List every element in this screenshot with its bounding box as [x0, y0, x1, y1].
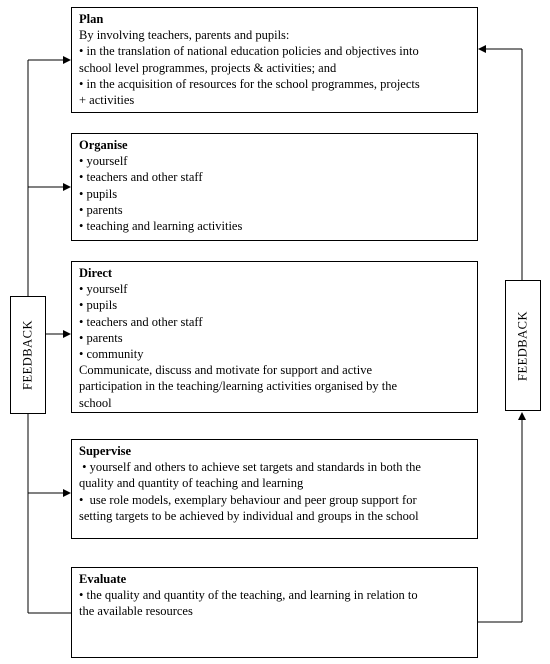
- evaluate-line: the available resources: [79, 604, 193, 619]
- evaluate-line: • the quality and quantity of the teaching, and learning in relation to: [79, 588, 418, 603]
- organise-line: • yourself: [79, 154, 128, 169]
- organise-line: • pupils: [79, 186, 118, 201]
- direct-line: • teachers and other staff: [79, 314, 203, 329]
- organise-box: [71, 133, 478, 241]
- evaluate-title: Evaluate: [79, 572, 127, 586]
- plan-title: Plan: [79, 12, 104, 26]
- plan-box: [71, 7, 478, 113]
- direct-line: • community: [79, 347, 144, 362]
- supervise-box: [71, 439, 478, 539]
- direct-box: [71, 261, 478, 413]
- organise-line: • teachers and other staff: [79, 170, 203, 185]
- plan-line: • in the translation of national education policies and objectives into: [79, 44, 419, 59]
- direct-line: school: [79, 395, 112, 410]
- direct-line: Communicate, discuss and motivate for support and active: [79, 363, 372, 378]
- supervise-line: • yourself and others to achieve set targets and standards in both the: [79, 460, 421, 475]
- evaluate-box: [71, 567, 478, 658]
- feedback-label-left: FEEDBACK: [10, 296, 46, 414]
- direct-line: • parents: [79, 330, 123, 345]
- supervise-line: quality and quantity of teaching and learning: [79, 476, 304, 491]
- direct-line: participation in the teaching/learning activities organised by the: [79, 379, 398, 394]
- supervise-title: Supervise: [79, 444, 132, 458]
- plan-line: • in the acquisition of resources for the school programmes, projects: [79, 76, 420, 91]
- organise-line: • teaching and learning activities: [79, 219, 243, 234]
- organise-line: • parents: [79, 202, 123, 217]
- direct-line: • yourself: [79, 282, 128, 297]
- plan-line: + activities: [79, 93, 135, 108]
- supervise-line: setting targets to be achieved by individual and groups in the school: [79, 508, 419, 523]
- direct-title: Direct: [79, 266, 113, 280]
- feedback-label-right: FEEDBACK: [505, 280, 541, 411]
- plan-line: school level programmes, projects & activities; and: [79, 60, 337, 75]
- organise-title: Organise: [79, 138, 128, 152]
- supervise-line: • use role models, exemplary behaviour and peer group support for: [79, 492, 417, 507]
- direct-line: • pupils: [79, 298, 118, 313]
- plan-line: By involving teachers, parents and pupils:: [79, 28, 290, 43]
